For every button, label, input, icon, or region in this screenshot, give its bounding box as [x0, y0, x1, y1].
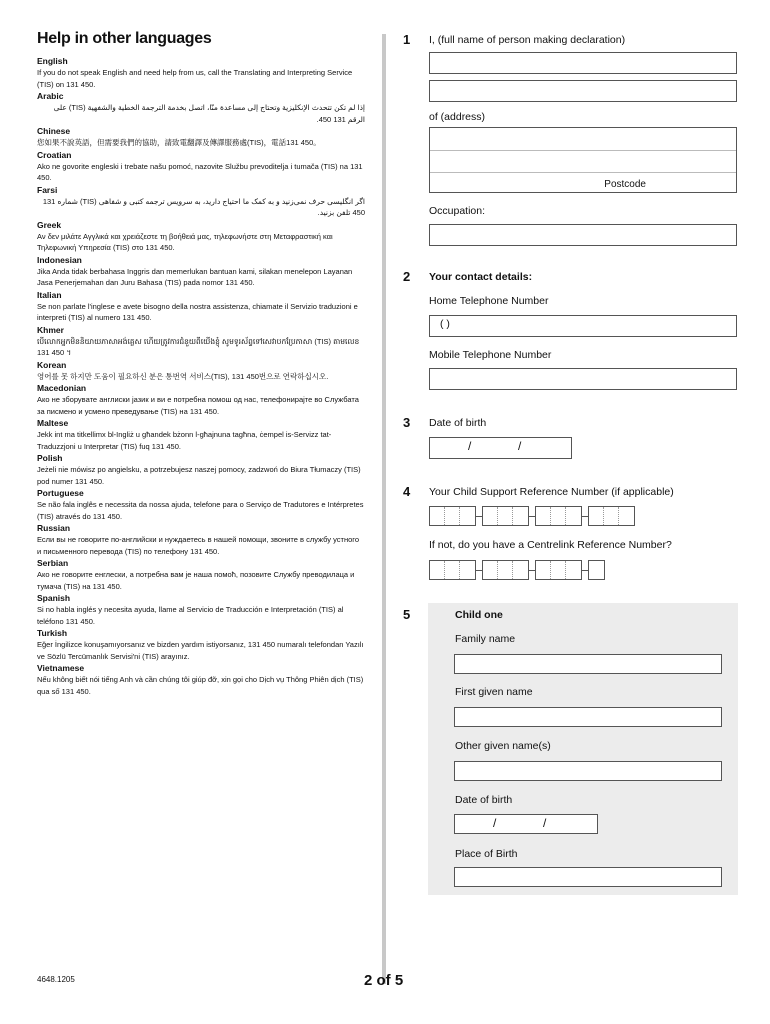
digit-group[interactable] [535, 506, 582, 526]
language-help-text: Nếu không biết nói tiếng Anh và cần chúng tôi giúp đỡ, xin gọi cho Dịch vụ Thông Phiên dịch (TIS) qua số 131 450. [37, 675, 364, 696]
language-name: Maltese [37, 418, 69, 428]
csrn-label: Your Child Support Reference Number (if applicable) [429, 486, 674, 498]
address-line-divider [430, 150, 736, 151]
language-name: Farsi [37, 184, 58, 195]
page-number: 2 of 5 [364, 972, 404, 989]
language-name: Italian [37, 289, 62, 300]
digit-group[interactable] [588, 560, 605, 580]
other-names-label: Other given name(s) [455, 740, 551, 752]
dob-field[interactable] [429, 437, 572, 459]
language-name: Spanish [37, 593, 71, 603]
language-list [37, 56, 365, 697]
language-entry-greek [37, 220, 365, 254]
fullname-field[interactable] [429, 52, 737, 74]
child-one-title: Child one [455, 609, 503, 621]
language-entry-turkish [37, 628, 365, 662]
digit-group[interactable] [482, 506, 529, 526]
language-entry-korean [37, 360, 365, 383]
first-name-label: First given name [455, 686, 533, 698]
date-separator: / [518, 439, 522, 453]
digit-group[interactable] [482, 560, 529, 580]
home-phone-label: Home Telephone Number [429, 295, 549, 307]
address-label: of (address) [429, 111, 486, 123]
language-name: Khmer [37, 324, 64, 335]
language-help-text: 您如果不說英語，但需要我們的協助，請致電翻譯及傳譯服務處(TIS)，電話131 450。 [37, 138, 321, 147]
q1-fullname-label: I, (full name of person making declaration) [429, 34, 626, 46]
q5-number: 5 [403, 607, 411, 622]
language-name: Indonesian [37, 254, 82, 265]
digit-group[interactable] [429, 560, 476, 580]
digit-group[interactable] [429, 506, 476, 526]
language-name: Greek [37, 219, 62, 230]
language-entry-maltese [37, 418, 365, 452]
occupation-label: Occupation: [429, 205, 486, 217]
language-help-text: If you do not speak English and need help from us, call the Translating and Interpreting Service (TIS) on 131 450. [37, 68, 353, 89]
other-names-field[interactable] [454, 761, 722, 781]
language-name: English [37, 56, 68, 66]
family-name-field[interactable] [454, 654, 722, 674]
help-languages-title: Help in other languages [37, 30, 212, 47]
area-code-brackets: ( ) [440, 318, 450, 330]
language-help-text: Jeżeli nie mówisz po angielsku, a potrzebujesz naszej pomocy, zadzwoń do Biura Tłumaczy (TIS) pod numer 131 450. [37, 465, 361, 486]
child-dob-label: Date of birth [455, 794, 513, 806]
form-code: 4648.1205 [37, 975, 75, 984]
language-name: Croatian [37, 149, 72, 160]
language-name: Russian [37, 523, 71, 533]
address-field[interactable] [429, 127, 737, 193]
digit-group[interactable] [535, 560, 582, 580]
language-entry-vietnamese [37, 663, 365, 697]
date-separator: / [543, 816, 547, 830]
language-entry-farsi [37, 185, 365, 219]
language-help-text: បើលោកអ្នកមិននិយាយភាសាអង់គ្លេស ហើយត្រូវការជំនួយពីយើងខ្ញុំ សូមទូរស័ព្ទទៅសេវាបកប្រែភាសា (TIS) តាមលេខ 131 450 ។ [37, 336, 360, 357]
language-help-text: Если вы не говорите по-английски и нуждаетесь в нашей помощи, звоните в службу устного и письменного перевода (TIS) по телефону 131 450. [37, 535, 360, 556]
help-languages-panel [37, 30, 365, 698]
language-help-text: Αν δεν μιλάτε Αγγλικά και χρειάζεστε τη βοήθειά μας, τηλεφωνήστε στη Μεταφραστική και Τηλεφωνική Υπηρεσία (TIS) στο 131 450. [37, 231, 333, 252]
q2-number: 2 [403, 269, 411, 284]
language-name: Turkish [37, 628, 68, 638]
address-line-divider [430, 172, 736, 173]
language-entry-english [37, 56, 365, 90]
language-name: Portuguese [37, 488, 84, 498]
occupation-field[interactable] [429, 224, 737, 246]
mobile-phone-label: Mobile Telephone Number [429, 349, 552, 361]
crn-label: If not, do you have a Centrelink Reference Number? [429, 539, 672, 551]
language-name: Korean [37, 359, 67, 370]
child-dob-field[interactable] [454, 814, 598, 834]
language-entry-serbian [37, 558, 365, 592]
language-help-text: 영어를 못 하지만 도움이 필요하신 분은 통번역 서비스(TIS), 131 450번으로 연락하십시오. [37, 371, 329, 381]
date-separator: / [468, 439, 472, 453]
mobile-phone-field[interactable] [429, 368, 737, 390]
child-one-panel [428, 603, 738, 895]
language-help-text: Ако не говорите енглески, а потребна вам је наша помоћ, позовите Службу преводилаца и тумача (TIS) на 131 450. [37, 570, 355, 591]
language-help-text: إذا لم تكن تتحدث الإنكليزية وتحتاج إلى مساعدة منّا، اتصل بخدمة الترجمة الخطية والشفهية (TIS) على الرقم 131 450. [53, 103, 365, 124]
language-help-text: Jika Anda tidak berbahasa Inggris dan memerlukan bantuan kami, silakan menelepon Layanan Jasa Penerjemahan dan Juru Bahasa (TIS) pada nomor 131 450. [37, 266, 353, 287]
q1-number: 1 [403, 32, 411, 47]
home-phone-field[interactable] [429, 315, 737, 337]
date-separator: / [493, 816, 497, 830]
language-help-text: Se non parlate l'inglese e avete bisogno della nostra assistenza, chiamate il Servizio traduzioni e interpreti (TIS) al numero 131 450. [37, 301, 358, 322]
language-name: Arabic [37, 91, 64, 101]
postcode-label: Postcode [604, 179, 646, 190]
language-entry-spanish [37, 593, 365, 627]
dob-label: Date of birth [429, 417, 487, 429]
language-help-text: Si no habla inglés y necesita ayuda, llame al Servicio de Traducción e Interpretación (TIS) al teléfono 131 450. [37, 605, 344, 626]
language-name: Polish [37, 453, 63, 463]
language-name: Vietnamese [37, 663, 85, 673]
language-entry-italian [37, 290, 365, 324]
fullname-field-line2[interactable] [429, 80, 737, 102]
language-entry-arabic [37, 91, 365, 125]
language-entry-portuguese [37, 488, 365, 522]
language-name: Chinese [37, 126, 71, 136]
language-entry-polish [37, 453, 365, 487]
language-name: Serbian [37, 558, 69, 568]
contact-details-title: Your contact details: [429, 271, 533, 283]
language-entry-macedonian [37, 383, 365, 417]
language-entry-russian [37, 523, 365, 557]
digit-group[interactable] [588, 506, 635, 526]
language-help-text: Eğer İngilizce konuşamıyorsanız ve bizden yardım istiyorsanız, 131 450 numaralı telefondan Yazılı ve Sözlü Tercümanlık Servisi'ni (TIS) arayınız. [37, 640, 364, 661]
language-name: Macedonian [37, 383, 87, 393]
language-entry-khmer [37, 325, 365, 359]
language-help-text: اگر انگلیسی حرف نمی‌زنید و به کمک ما احتیاج دارید، به سرویس ترجمه کتبی و شفاهی (TIS) شماره 131 450 تلفن بزنید. [42, 196, 365, 217]
q3-number: 3 [403, 415, 411, 430]
language-help-text: Jekk int ma titkellimx bl-Ingliż u għandek bżonn l-għajnuna tagħna, ċempel is-Servizz tat-Traduzzjoni u Interpretar (TIS) fuq 131 450. [37, 430, 332, 451]
place-of-birth-field[interactable] [454, 867, 722, 887]
language-entry-indonesian [37, 255, 365, 289]
language-entry-chinese [37, 126, 365, 149]
first-name-field[interactable] [454, 707, 722, 727]
q4-number: 4 [403, 484, 411, 499]
language-help-text: Se não fala inglês e necessita da nossa ajuda, telefone para o Serviço de Tradutores e Intérpretes (TIS) através do 131 450. [37, 500, 364, 521]
centrelink-ref-field[interactable] [429, 560, 605, 580]
family-name-label: Family name [455, 633, 516, 645]
language-help-text: Ако не зборувате англиски јазик и ви е потребна помош од нас, телефонирајте во Службата за писмено и усмено преведување (TIS) на 131 450. [37, 395, 359, 416]
child-support-ref-field[interactable] [429, 506, 635, 526]
language-help-text: Ako ne govorite engleski i trebate našu pomoć, nazovite Službu prevoditelja i tumača (TIS) na 131 450. [37, 161, 363, 182]
column-divider [382, 34, 386, 984]
language-entry-croatian [37, 150, 365, 184]
place-of-birth-label: Place of Birth [455, 848, 518, 860]
